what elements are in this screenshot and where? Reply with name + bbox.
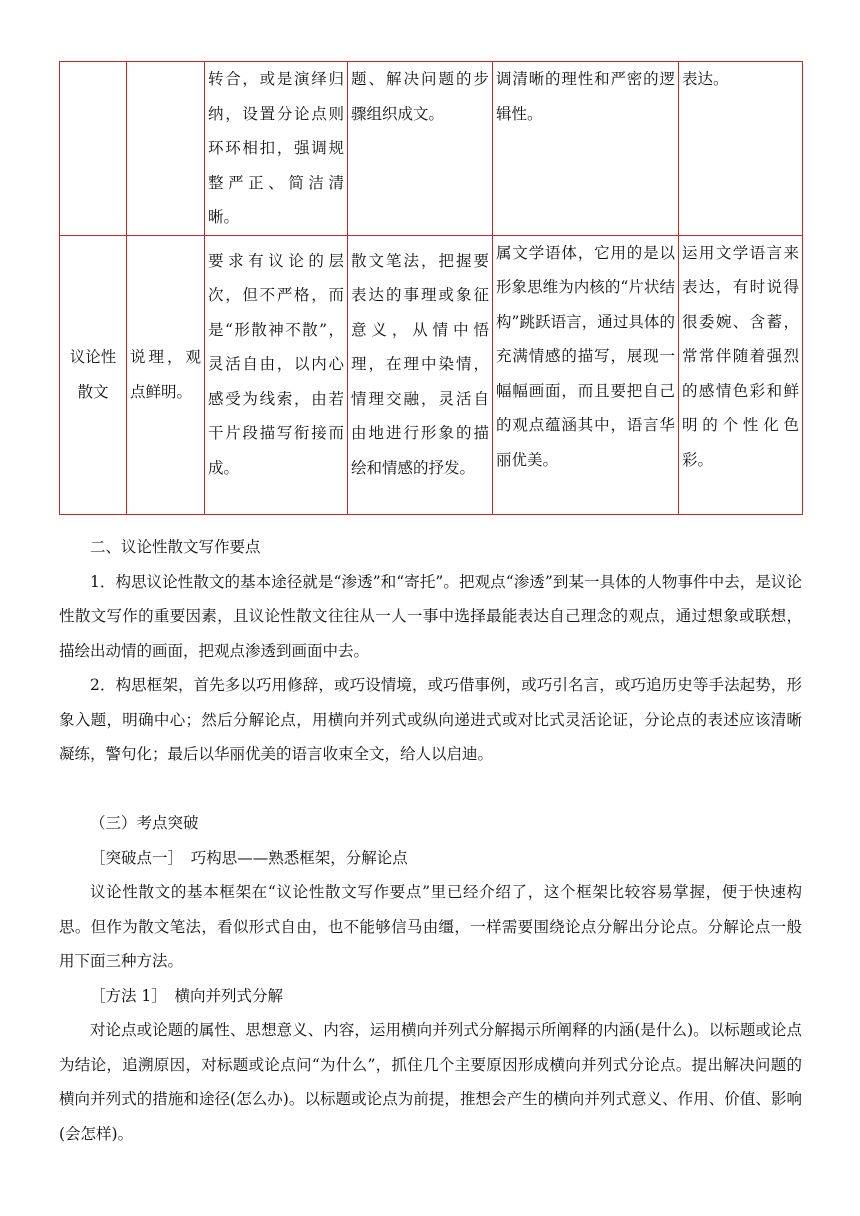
breakthrough-point-title: ［突破点一］ 巧构思——熟悉框架，分解论点 xyxy=(90,848,408,867)
table-cell: 表达。 xyxy=(679,62,803,236)
table-cell-expression: 运用文学语言来表达，有时说得很委婉、含蓄，常常伴随着强烈的感情色彩和鲜明的个性化色彩。 xyxy=(679,235,803,514)
comparison-table-fragment xyxy=(59,61,803,515)
table-cell xyxy=(127,62,205,236)
paragraph: 对论点或论题的属性、思想意义、内容，运用横向并列式分解揭示所阐释的内涵(是什么)。以标题或论点为结论，追溯原因，对标题或论点问“为什么”，抓住几个主要原因形成横向并列式分论点。提出解决问题的横向并列式的措施和途径(怎么办)。以标题或论点为前提，推想会产生的横向并列式意义、作用、价值、影响(会怎样)。 xyxy=(59,1021,802,1143)
table-cell-purpose: 说理，观点鲜明。 xyxy=(127,235,205,514)
section-writing-points xyxy=(59,530,802,1151)
table-cell-structure: 要求有议论的层次，但不严格，而是“形散神不散”，灵活自由，以内心感受为线索，由若干片段描写衔接而成。 xyxy=(205,235,348,514)
comparison-table xyxy=(59,61,803,515)
section-heading: （三）考点突破 xyxy=(90,814,199,832)
table-row xyxy=(60,235,803,514)
table-row xyxy=(60,62,803,236)
table-cell: 题、解决问题的步骤组织成文。 xyxy=(348,62,493,236)
table-cell-language: 属文学语体，它用的是以形象思维为内核的“片状结构”跳跃语言，通过具体的充满情感的描写，展现一幅幅画面，而且要把自己的观点蕴涵其中，语言华丽优美。 xyxy=(493,235,679,514)
table-cell xyxy=(60,62,127,236)
method-title: ［方法 1］ 横向并列式分解 xyxy=(90,986,284,1005)
paragraph: 1．构思议论性散文的基本途径就是“渗透”和“寄托”。把观点“渗透”到某一具体的人物事件中去，是议论性散文写作的重要因素，且议论性散文往往从一人一事中选择最能表达自己理念的观点，通过想象或联想，描绘出动情的画面，把观点渗透到画面中去。 xyxy=(59,572,802,660)
table-cell-method: 散文笔法，把握要表达的事理或象征意义，从情中悟理，在理中染情，情理交融，灵活自由地进行形象的描绘和情感的抒发。 xyxy=(348,235,493,514)
section-heading: 二、议论性散文写作要点 xyxy=(90,538,261,556)
paragraph: 议论性散文的基本框架在“议论性散文写作要点”里已经介绍了，这个框架比较容易掌握，便于快速构思。但作为散文笔法，看似形式自由，也不能够信马由缰，一样需要围绕论点分解出分论点。分解论点一般用下面三种方法。 xyxy=(59,883,802,970)
table-cell-genre: 议论性散文 xyxy=(60,235,127,514)
paragraph: 2．构思框架，首先多以巧用修辞，或巧设情境，或巧借事例，或巧引名言，或巧追历史等手法起势，形象入题，明确中心；然后分解论点，用横向并列式或纵向递进式或对比式灵活论证，分论点的表述应该清晰凝练，警句化；最后以华丽优美的语言收束全文，给人以启迪。 xyxy=(59,676,802,763)
table-cell: 调清晰的理性和严密的逻辑性。 xyxy=(493,62,679,236)
table-cell: 转合，或是演绎归纳，设置分论点则环环相扣，强调规整严正、简洁清晰。 xyxy=(205,62,348,236)
